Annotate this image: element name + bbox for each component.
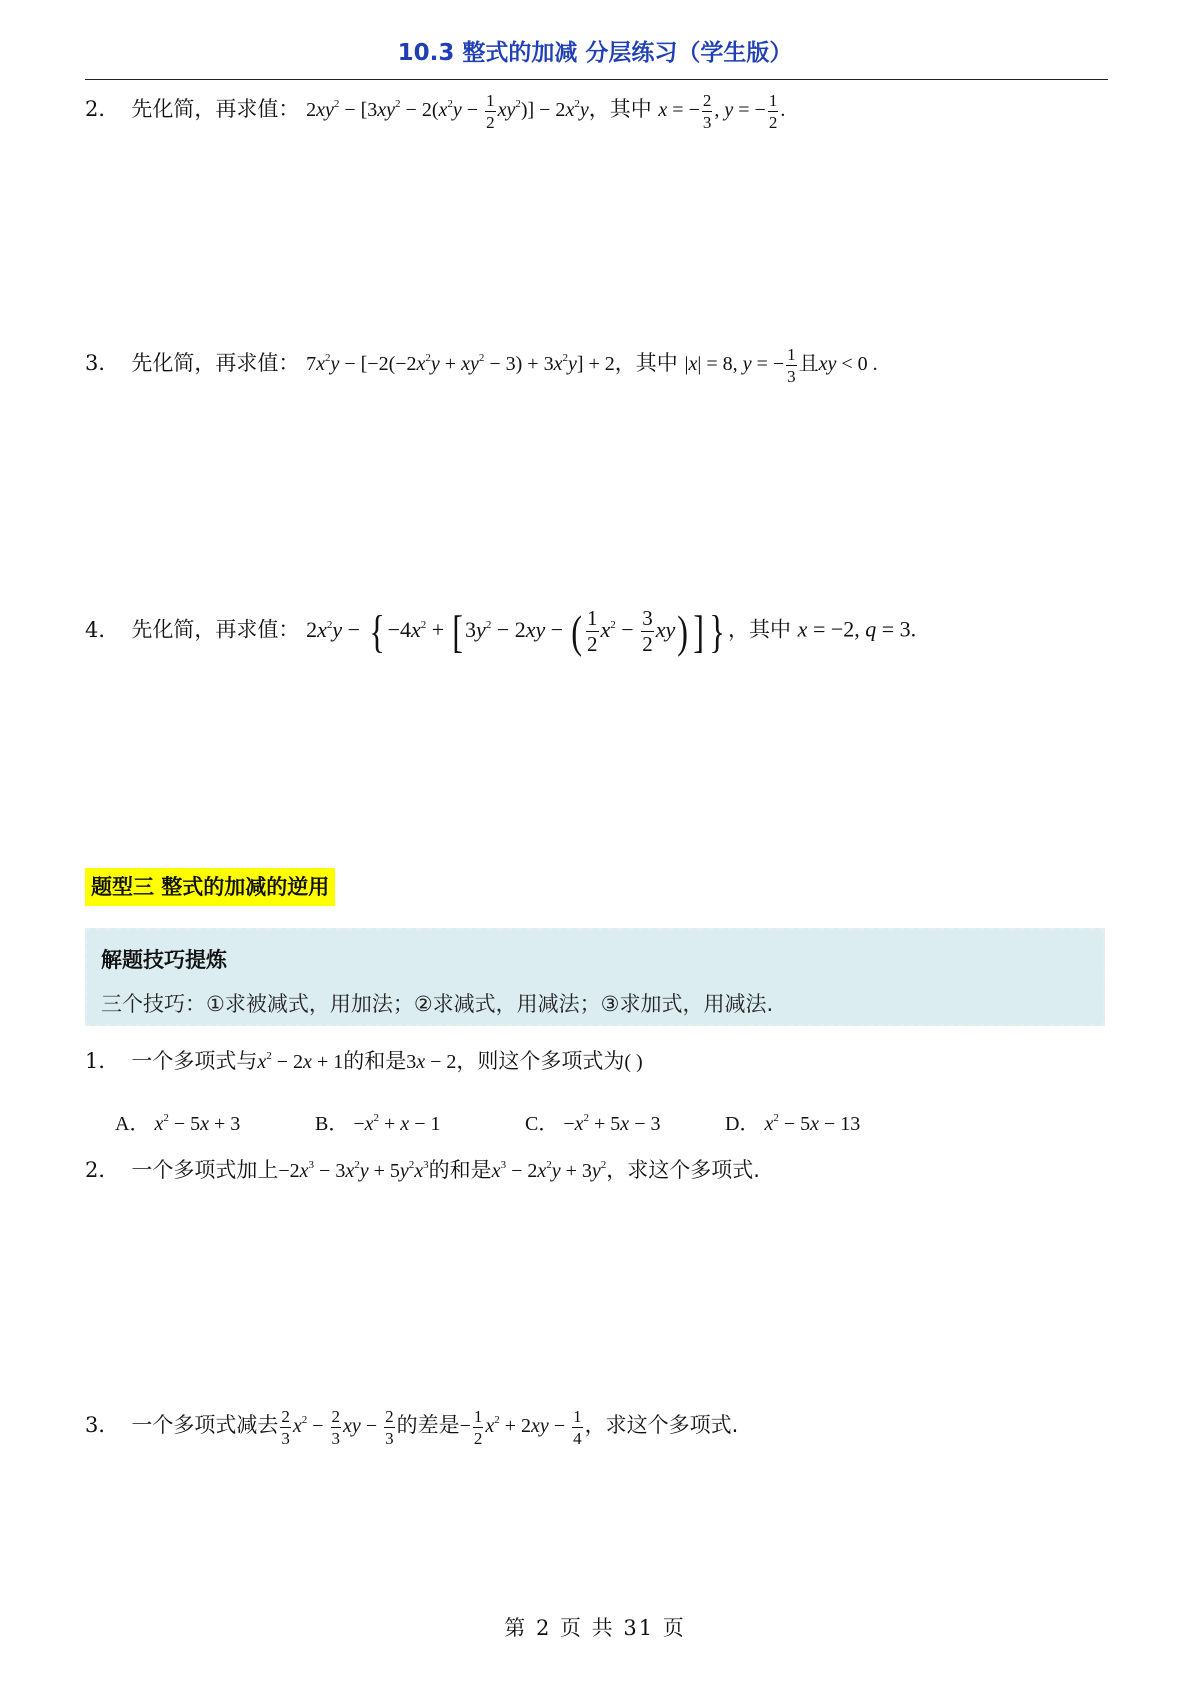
choice-letter: A． <box>115 1113 150 1135</box>
problem-expression: $x^3 - 2x^2y + 3y^2$ <box>491 1159 607 1182</box>
problem-suffix: ，其中 <box>614 351 678 376</box>
choice-letter: C． <box>525 1113 559 1135</box>
tips-body: 三个技巧：①求被减式，用加法；②求减式，用减法；③求加式，用减法. <box>101 992 774 1016</box>
problem-expression: $7x^2y - [-2(-2x^2y + xy^2 - 3) + 3x^2y] + 2$ <box>306 352 615 376</box>
problem-text: 的和是 <box>343 1049 407 1073</box>
choice-a[interactable] <box>115 1107 240 1136</box>
problem-text: ，求这个多项式. <box>584 1413 739 1438</box>
problem-text: 一个多项式与 <box>131 1049 258 1073</box>
problem-1-reverse <box>85 1051 643 1072</box>
choice-expression: $x^2 - 5x - 13$ <box>764 1112 861 1135</box>
choice-letter: D． <box>725 1113 760 1135</box>
problem-condition: |x| = 8, y = − $\frac{1}{3}$ 且xy < 0 . <box>684 345 878 386</box>
problem-condition: x = −2, q = 3. <box>797 616 917 642</box>
problem-expression: $2xy^2 - [3xy^2 - 2(x^2y$ − $\frac{1}{2}$ $xy^2)] - 2x^2y$ <box>306 91 589 132</box>
problem-text: 一个多项式加上 <box>131 1158 279 1182</box>
section-heading: 题型三 整式的加减的逆用 <box>85 868 335 906</box>
choice-letter: B． <box>315 1113 349 1135</box>
problem-text: 的差是 <box>396 1413 460 1438</box>
problem-suffix: ，其中 <box>588 97 652 122</box>
problem-number: 3． <box>85 1413 120 1438</box>
problem-text: 一个多项式减去 <box>131 1413 279 1438</box>
problem-number: 2． <box>85 1158 120 1182</box>
problem-label: 先化简，再求值： <box>131 351 300 376</box>
problem-expression: $\frac{2}{3}$ $x^2$ − $\frac{2}{3}$ xy − $\frac{2}{3}$ <box>281 1407 394 1448</box>
problem-3-simplify <box>85 346 878 385</box>
tips-box <box>85 928 1105 1026</box>
answer-paren: ( ) <box>624 1051 643 1073</box>
problem-label: 先化简，再求值： <box>131 617 300 642</box>
header-divider <box>85 79 1108 80</box>
problem-expression: $-2x^3 - 3x^2y + 5y^2x^3$ <box>278 1159 429 1182</box>
problem-number: 4． <box>85 617 120 642</box>
problem-suffix: ，其中 <box>727 617 791 642</box>
tips-title: 解题技巧提炼 <box>101 948 227 972</box>
choice-expression: $-x^2 + x - 1$ <box>348 1112 441 1135</box>
choice-expression: $-x^2 + 5x - 3$ <box>558 1112 661 1135</box>
problem-label: 先化简，再求值： <box>131 97 300 122</box>
choice-d[interactable] <box>725 1107 860 1136</box>
choice-c[interactable] <box>525 1107 660 1136</box>
problem-expression: 3x − 2 <box>406 1051 457 1073</box>
page-footer: 第 2 页 共 31 页 <box>504 1616 686 1640</box>
problem-expression: − $\frac{1}{2}$ $x^2 + 2xy$ − $\frac{1}{4}$ <box>459 1407 582 1448</box>
problem-number: 2． <box>85 97 120 122</box>
problem-number: 3． <box>85 351 120 376</box>
problem-number: 1． <box>85 1049 120 1073</box>
page-title: 10.3 整式的加减 分层练习（学生版） <box>397 40 793 66</box>
problem-2-reverse <box>85 1160 760 1181</box>
problem-condition: x = − $\frac{2}{3}$ , y = − $\frac{1}{2}$ . <box>658 91 786 132</box>
problem-3-reverse <box>85 1408 738 1447</box>
choice-b[interactable] <box>315 1107 440 1136</box>
problem-text: ，则这个多项式为 <box>456 1049 625 1073</box>
problem-text: ，求这个多项式. <box>606 1158 760 1182</box>
problem-2-simplify <box>85 92 785 131</box>
problem-text: 的和是 <box>428 1158 492 1182</box>
problem-expression: $x^2 - 2x + 1$ <box>257 1050 344 1073</box>
choice-expression: $x^2 - 5x + 3$ <box>154 1112 241 1135</box>
problem-4-simplify <box>85 605 917 657</box>
problem-expression: $2x^2y$ − { $-4x^2$ + [ $3y^2 - 2xy$ − ( $\frac{1}{2}$ $x^2$ − $\frac{3}{2}$ xy)] } <box>306 605 725 657</box>
